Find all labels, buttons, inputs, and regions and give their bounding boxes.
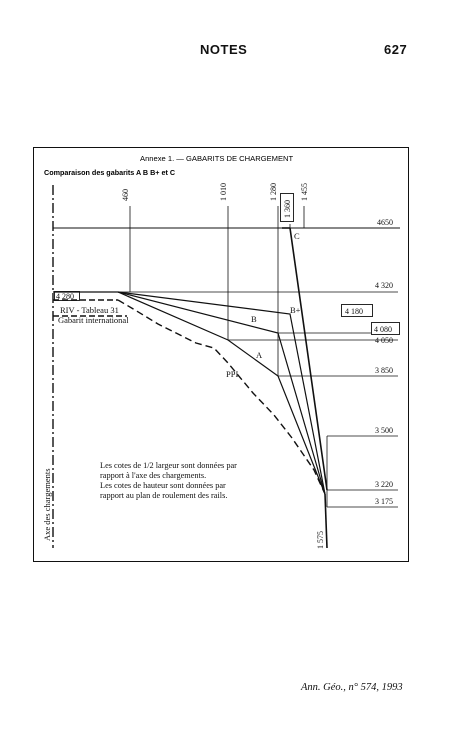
note-line-4: rapport au plan de roulement des rails.	[100, 491, 228, 500]
height-label-4650: 4650	[377, 218, 393, 227]
width-label-1280: 1 280	[269, 183, 278, 201]
note-line-3: Les cotes de hauteur sont données par	[100, 481, 226, 490]
height-label-3850: 3 850	[375, 366, 393, 375]
height-label-4320: 4 320	[375, 281, 393, 290]
figure-caption-subtitle: Comparaison des gabarits A B B+ et C	[44, 168, 176, 177]
riv-label: RIV - Tableau 31	[60, 305, 119, 315]
profile-label-c: C	[294, 231, 300, 241]
height-label-3500: 3 500	[375, 426, 393, 435]
running-header-title: NOTES	[200, 42, 248, 57]
profile-label-b: B	[251, 314, 257, 324]
width-label-460: 460	[121, 189, 130, 201]
height-label-1575: 1 575	[316, 531, 325, 549]
gabarit-international-label: Gabarit international	[58, 315, 129, 325]
height-label-4180: 4 180	[345, 307, 363, 316]
width-label-1455: 1 455	[300, 183, 309, 201]
profile-label-b-plus: B+	[290, 305, 301, 315]
width-label-1360: 1 360	[283, 200, 292, 218]
height-label-3220: 3 220	[375, 480, 393, 489]
height-label-4050: 4 050	[375, 336, 393, 345]
note-line-2: rapport à l'axe des chargements.	[100, 471, 207, 480]
footer-citation: Ann. Géo., n° 574, 1993	[301, 682, 403, 693]
page-number: 627	[384, 42, 408, 57]
note-line-1: Les cotes de 1/2 largeur sont données par	[100, 461, 237, 470]
profile-c	[290, 228, 327, 490]
profile-label-a: A	[256, 350, 263, 360]
width-label-1010: 1 010	[219, 183, 228, 201]
figure-caption-title: Annexe 1. — GABARITS DE CHARGEMENT	[140, 154, 294, 163]
left-label-4280: 4 280	[56, 292, 74, 301]
loading-axis-label: Axe des chargements	[42, 468, 52, 541]
profile-label-ppi: PPI	[226, 369, 239, 379]
height-label-3175: 3 175	[375, 497, 393, 506]
height-label-4080: 4 080	[374, 325, 392, 334]
